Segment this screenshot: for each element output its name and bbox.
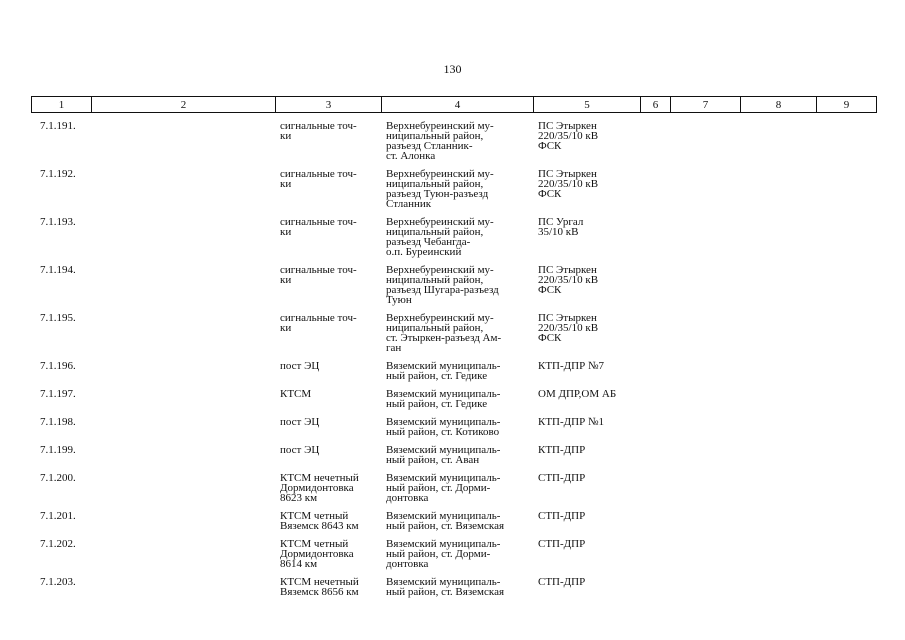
table-row bbox=[31, 169, 876, 217]
table-row bbox=[31, 577, 876, 605]
location-cell bbox=[386, 473, 500, 503]
location-line: ный район, ст. Аван bbox=[386, 454, 480, 466]
object-name-line: пост ЭЦ bbox=[280, 416, 320, 428]
table-row bbox=[31, 361, 876, 389]
column-header-4: 4 bbox=[382, 97, 534, 113]
object-name-cell bbox=[280, 417, 319, 427]
row-number: 7.1.203. bbox=[40, 576, 76, 588]
object-name-line: сигнальные точ- bbox=[280, 264, 357, 276]
location-line: Вяземский муниципаль- bbox=[386, 444, 501, 456]
table-row bbox=[31, 389, 876, 417]
column-header-8: 8 bbox=[741, 97, 817, 113]
table-row bbox=[31, 417, 876, 445]
object-name-line: КТСМ нечетный bbox=[280, 576, 359, 588]
location-cell bbox=[386, 217, 494, 257]
power-source-line: ФСК bbox=[538, 188, 562, 200]
power-source-line: ОМ ДПР,ОМ АБ bbox=[538, 388, 617, 400]
object-name-cell bbox=[280, 511, 359, 531]
column-header-table bbox=[31, 96, 877, 113]
row-number: 7.1.194. bbox=[40, 264, 76, 276]
object-name-line: пост ЭЦ bbox=[280, 360, 320, 372]
power-source-line: КТП-ДПР №1 bbox=[538, 416, 604, 428]
location-line: ниципальный район, bbox=[386, 178, 484, 190]
object-name-line: 8623 км bbox=[280, 492, 318, 504]
table-row bbox=[31, 121, 876, 169]
location-line: ниципальный район, bbox=[386, 322, 484, 334]
power-source-cell bbox=[538, 511, 585, 521]
row-number: 7.1.200. bbox=[40, 472, 76, 484]
column-header-2: 2 bbox=[92, 97, 276, 113]
table-row bbox=[31, 265, 876, 313]
location-line: ный район, ст. Котиково bbox=[386, 426, 500, 438]
power-source-cell bbox=[538, 417, 604, 427]
object-name-line: КТСМ нечетный bbox=[280, 472, 359, 484]
page-number: 130 bbox=[443, 62, 462, 76]
object-name-line: ки bbox=[280, 226, 292, 238]
location-line: Вяземский муниципаль- bbox=[386, 472, 501, 484]
power-source-line: СТП-ДПР bbox=[538, 472, 586, 484]
location-line: разъезд Туюн-разъезд bbox=[386, 188, 489, 200]
object-name-line: пост ЭЦ bbox=[280, 444, 320, 456]
location-line: донтовка bbox=[386, 492, 429, 504]
power-source-line: ПС Этыркен bbox=[538, 264, 597, 276]
object-name-line: ки bbox=[280, 130, 292, 142]
location-line: Вяземский муниципаль- bbox=[386, 360, 501, 372]
power-source-line: 220/35/10 кВ bbox=[538, 130, 599, 142]
object-name-line: Вяземск 8643 км bbox=[280, 520, 359, 532]
power-source-line: ФСК bbox=[538, 332, 562, 344]
column-header-6: 6 bbox=[641, 97, 671, 113]
object-name-line: 8614 км bbox=[280, 558, 318, 570]
location-cell bbox=[386, 265, 499, 305]
object-name-line: сигнальные точ- bbox=[280, 312, 357, 324]
location-line: ниципальный район, bbox=[386, 274, 484, 286]
object-name-cell bbox=[280, 265, 357, 285]
object-name-line: КТСМ четный bbox=[280, 510, 349, 522]
table-row bbox=[31, 511, 876, 539]
location-line: ный район, ст. Дорми- bbox=[386, 482, 491, 494]
location-cell bbox=[386, 389, 500, 409]
power-source-line: 220/35/10 кВ bbox=[538, 274, 599, 286]
location-cell bbox=[386, 121, 494, 161]
location-line: Верхнебуреинский му- bbox=[386, 120, 494, 132]
object-name-line: КТСМ bbox=[280, 388, 312, 400]
power-source-line: ПС Ургал bbox=[538, 216, 584, 228]
power-source-cell bbox=[538, 217, 583, 237]
object-name-cell bbox=[280, 361, 319, 371]
row-number: 7.1.199. bbox=[40, 444, 76, 456]
object-name-cell bbox=[280, 217, 357, 237]
table-row bbox=[31, 313, 876, 361]
power-source-cell bbox=[538, 473, 585, 483]
object-name-line: Вяземск 8656 км bbox=[280, 586, 359, 598]
location-line: разъезд Стланник- bbox=[386, 140, 473, 152]
row-number: 7.1.197. bbox=[40, 388, 76, 400]
location-line: Вяземский муниципаль- bbox=[386, 416, 501, 428]
power-source-line: 220/35/10 кВ bbox=[538, 322, 599, 334]
column-header-3: 3 bbox=[276, 97, 382, 113]
location-line: Стланник bbox=[386, 198, 432, 210]
object-name-line: Дормидонтовка bbox=[280, 548, 354, 560]
object-name-cell bbox=[280, 473, 359, 503]
object-name-line: КТСМ четный bbox=[280, 538, 349, 550]
location-line: ст. Этыркен-разъезд Ам- bbox=[386, 332, 502, 344]
location-line: ный район, ст. Гедике bbox=[386, 398, 488, 410]
power-source-line: 35/10 кВ bbox=[538, 226, 579, 238]
power-source-cell bbox=[538, 445, 585, 455]
location-cell bbox=[386, 445, 500, 465]
location-line: ный район, ст. Гедике bbox=[386, 370, 488, 382]
power-source-line: СТП-ДПР bbox=[538, 576, 586, 588]
column-header-5: 5 bbox=[534, 97, 641, 113]
location-line: Верхнебуреинский му- bbox=[386, 264, 494, 276]
column-header-9: 9 bbox=[817, 97, 877, 113]
location-cell bbox=[386, 511, 504, 531]
object-name-cell bbox=[280, 389, 311, 399]
location-line: ный район, ст. Дорми- bbox=[386, 548, 491, 560]
location-line: ниципальный район, bbox=[386, 130, 484, 142]
table-row bbox=[31, 217, 876, 265]
table-row bbox=[31, 473, 876, 511]
power-source-line: СТП-ДПР bbox=[538, 510, 586, 522]
power-source-cell bbox=[538, 389, 616, 399]
location-cell bbox=[386, 539, 500, 569]
row-number: 7.1.198. bbox=[40, 416, 76, 428]
power-source-cell bbox=[538, 265, 598, 295]
object-name-line: ки bbox=[280, 178, 292, 190]
row-number: 7.1.201. bbox=[40, 510, 76, 522]
object-name-cell bbox=[280, 121, 357, 141]
location-line: Верхнебуреинский му- bbox=[386, 216, 494, 228]
object-name-cell bbox=[280, 445, 319, 455]
power-source-line: ПС Этыркен bbox=[538, 120, 597, 132]
table-row bbox=[31, 539, 876, 577]
power-source-line: ПС Этыркен bbox=[538, 168, 597, 180]
object-name-cell bbox=[280, 313, 357, 333]
table-row bbox=[31, 445, 876, 473]
object-name-line: сигнальные точ- bbox=[280, 216, 357, 228]
location-line: Верхнебуреинский му- bbox=[386, 168, 494, 180]
column-header-row bbox=[32, 97, 877, 113]
location-line: о.п. Буреинский bbox=[386, 246, 462, 258]
location-line: Вяземский муниципаль- bbox=[386, 576, 501, 588]
power-source-line: ФСК bbox=[538, 284, 562, 296]
location-cell bbox=[386, 417, 500, 437]
object-name-line: ки bbox=[280, 322, 292, 334]
location-line: ный район, ст. Вяземская bbox=[386, 520, 505, 532]
location-line: Туюн bbox=[386, 294, 412, 306]
power-source-line: КТП-ДПР bbox=[538, 444, 586, 456]
power-source-cell bbox=[538, 539, 585, 549]
location-cell bbox=[386, 313, 501, 353]
object-name-line: Дормидонтовка bbox=[280, 482, 354, 494]
row-number: 7.1.193. bbox=[40, 216, 76, 228]
location-line: Вяземский муниципаль- bbox=[386, 388, 501, 400]
location-line: ниципальный район, bbox=[386, 226, 484, 238]
location-line: ган bbox=[386, 342, 402, 354]
column-header-7: 7 bbox=[671, 97, 741, 113]
location-line: разъезд Шугара-разъезд bbox=[386, 284, 499, 296]
location-cell bbox=[386, 577, 504, 597]
row-number: 7.1.202. bbox=[40, 538, 76, 550]
object-name-line: сигнальные точ- bbox=[280, 168, 357, 180]
location-line: Верхнебуреинский му- bbox=[386, 312, 494, 324]
power-source-cell bbox=[538, 121, 598, 151]
object-name-line: сигнальные точ- bbox=[280, 120, 357, 132]
row-number: 7.1.195. bbox=[40, 312, 76, 324]
location-line: разъезд Чебангда- bbox=[386, 236, 471, 248]
table-body bbox=[31, 121, 876, 605]
location-cell bbox=[386, 169, 494, 209]
power-source-cell bbox=[538, 361, 604, 371]
power-source-line: ПС Этыркен bbox=[538, 312, 597, 324]
power-source-cell bbox=[538, 169, 598, 199]
column-header-1: 1 bbox=[32, 97, 92, 113]
power-source-cell bbox=[538, 577, 585, 587]
power-source-line: ФСК bbox=[538, 140, 562, 152]
power-source-cell bbox=[538, 313, 598, 343]
power-source-line: СТП-ДПР bbox=[538, 538, 586, 550]
row-number: 7.1.196. bbox=[40, 360, 76, 372]
location-line: ст. Алонка bbox=[386, 150, 436, 162]
location-cell bbox=[386, 361, 500, 381]
location-line: Вяземский муниципаль- bbox=[386, 538, 501, 550]
row-number: 7.1.192. bbox=[40, 168, 76, 180]
object-name-cell bbox=[280, 577, 359, 597]
object-name-line: ки bbox=[280, 274, 292, 286]
power-source-line: КТП-ДПР №7 bbox=[538, 360, 604, 372]
object-name-cell bbox=[280, 169, 357, 189]
power-source-line: 220/35/10 кВ bbox=[538, 178, 599, 190]
location-line: ный район, ст. Вяземская bbox=[386, 586, 505, 598]
object-name-cell bbox=[280, 539, 354, 569]
location-line: донтовка bbox=[386, 558, 429, 570]
location-line: Вяземский муниципаль- bbox=[386, 510, 501, 522]
row-number: 7.1.191. bbox=[40, 120, 76, 132]
